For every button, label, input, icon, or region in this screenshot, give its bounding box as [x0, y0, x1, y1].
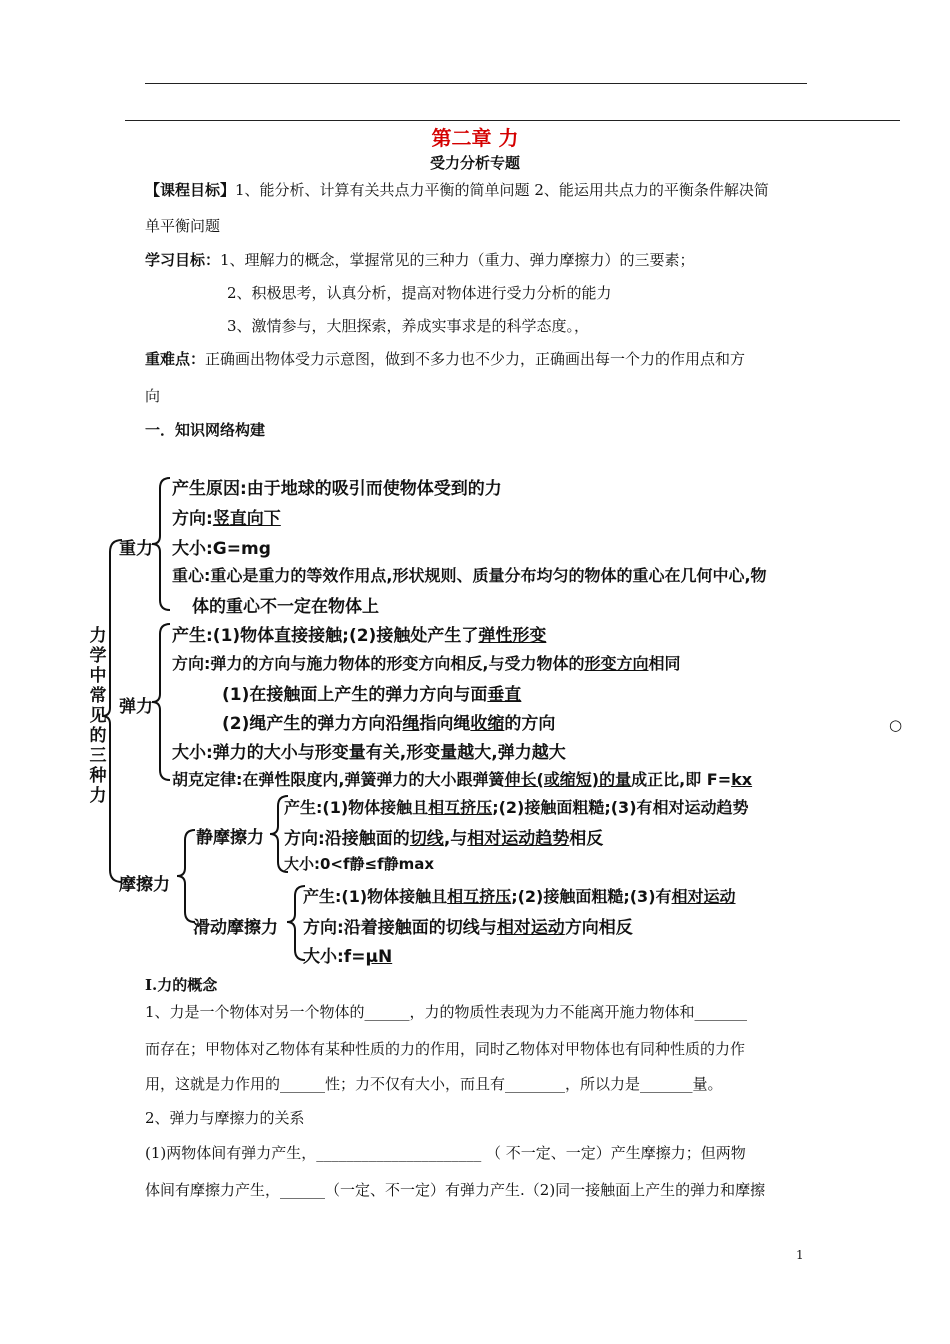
elastic-label: 弹力 — [119, 697, 153, 717]
gravity-cause: 产生原因:由于地球的吸引而使物体受到的力 — [172, 479, 502, 499]
elastic-direction-sub-2: (2)绳产生的弹力方向沿绳指向绳收缩的方向 — [222, 714, 556, 734]
elastic-magnitude: 大小:弹力的大小与形变量有关,形变量越大,弹力越大 — [172, 743, 566, 763]
chapter-title: 第二章 力 — [431, 126, 519, 150]
page-number: 1 — [796, 1248, 804, 1262]
gravity-magnitude: 大小:G=mg — [172, 539, 271, 559]
study-goal-2: 2、积极思考，认真分析，提高对物体进行受力分析的能力 — [227, 284, 612, 302]
elastic-direction-sub-1: (1)在接触面上产生的弹力方向与面垂直 — [222, 685, 522, 705]
study-goal-label: 学习目标： — [145, 251, 221, 269]
friction-label: 摩擦力 — [119, 875, 170, 895]
force-concept-line-1: 1、力是一个物体对另一个物体的______，力的物质性表现为力不能离开施力物体和_______ — [145, 1003, 748, 1021]
course-goal-label: 【课程目标】 — [145, 181, 236, 199]
course-goal-text: 1、能分析、计算有关共点力平衡的简单问题 2、能运用共点力的平衡条件解决简 — [235, 181, 769, 199]
sliding-friction-magnitude: 大小:f=μN — [303, 947, 393, 967]
study-goal-3: 3、激情参与，大胆探索，养成实事求是的科学态度。， — [227, 317, 590, 335]
static-friction-direction: 方向:沿接触面的切线,与相对运动趋势相反 — [284, 829, 604, 849]
force-concept-line-4: 2、弹力与摩擦力的关系 — [145, 1109, 305, 1127]
diagram-root-label: 力学中常见的三种力 — [89, 626, 107, 806]
key-point-label: 重难点： — [145, 350, 206, 368]
friction-brace — [177, 830, 195, 922]
study-goal-1: 1、理解力的概念，掌握常见的三种力（重力、弹力摩擦力）的三要素； — [220, 251, 695, 269]
static-friction-label: 静摩擦力 — [196, 828, 264, 848]
elastic-cause: 产生:(1)物体直接接触;(2)接触处产生了弹性形变 — [172, 626, 547, 646]
force-concept-line-3: 用，这就是力作用的______性；力不仅有大小，而且有________，所以力是_______量。 — [145, 1075, 723, 1093]
subtitle: 受力分析专题 — [429, 154, 520, 172]
static-friction-magnitude: 大小:0<f静≤f静max — [284, 855, 435, 873]
static-friction-cause: 产生:(1)物体接触且相互挤压;(2)接触面粗糙;(3)有相对运动趋势 — [284, 798, 749, 817]
force-concept-line-5: (1)两物体间有弹力产生，______________________ （ 不一定、一定）产生摩擦力；但两物 — [145, 1144, 746, 1162]
section-heading-force-concept: Ⅰ.力的概念 — [145, 976, 218, 994]
gravity-direction: 方向:竖直向下 — [172, 509, 281, 529]
hooke-law: 胡克定律:在弹性限度内,弹簧弹力的大小跟弹簧伸长(或缩短)的量成正比,即 F=kx — [172, 770, 753, 789]
gravity-center-1: 重心:重心是重力的等效作用点,形状规则、质量分布均匀的物体的重心在几何中心,物 — [172, 566, 767, 585]
course-goal-line-2: 单平衡问题 — [145, 217, 221, 235]
force-concept-line-2: 而存在；甲物体对乙物体有某种性质的力的作用，同时乙物体对甲物体也有同种性质的力作 — [145, 1040, 746, 1058]
key-point-text: 正确画出物体受力示意图，做到不多力也不少力，正确画出每一个力的作用点和方 — [205, 350, 746, 368]
elastic-brace — [152, 624, 170, 780]
gravity-center-2: 体的重心不一定在物体上 — [192, 597, 379, 617]
elastic-direction: 方向:弹力的方向与施力物体的形变方向相反,与受力物体的形变方向相同 — [172, 654, 681, 673]
key-point-line-2: 向 — [145, 387, 161, 405]
sliding-friction-cause: 产生:(1)物体接触且相互挤压;(2)接触面粗糙;(3)有相对运动 — [303, 887, 736, 906]
force-concept-line-6: 体间有摩擦力产生，______（一定、不一定）有弹力产生.（2)同一接触面上产生的弹力和摩擦 — [145, 1181, 766, 1199]
gravity-brace — [152, 478, 170, 610]
section-heading-knowledge-network: 一．知识网络构建 — [145, 421, 266, 439]
stray-circle-mark: ○ — [889, 716, 903, 734]
sliding-friction-label: 滑动摩擦力 — [193, 918, 278, 938]
sliding-friction-direction: 方向:沿着接触面的切线与相对运动方向相反 — [303, 918, 633, 938]
gravity-label: 重力 — [119, 539, 153, 559]
